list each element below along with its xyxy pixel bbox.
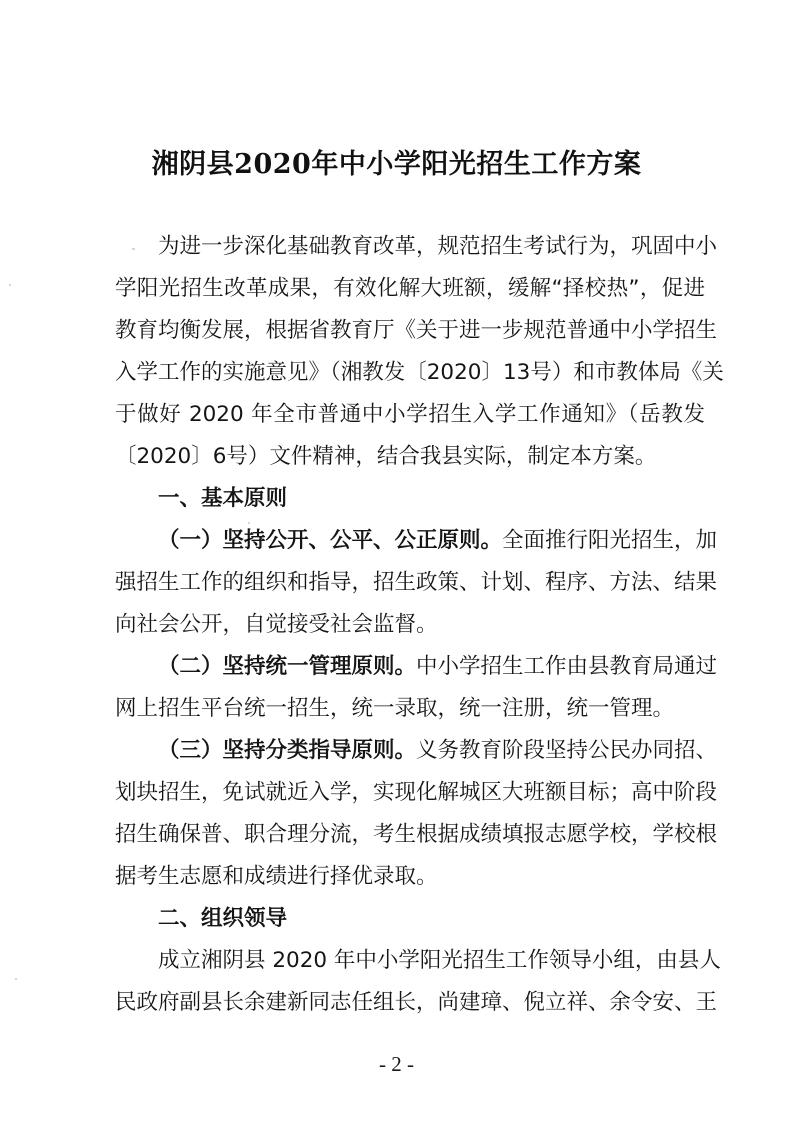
intro-line-4: 入学工作的实施意见》（湘教发〔2020〕13号）和市教体局《关 [115, 360, 724, 385]
principle-1-line-1-text: 全面推行阳光招生，加 [502, 528, 718, 553]
intro-line-6: 〔2020〕6号）文件精神，结合我县实际，制定本方案。 [115, 444, 657, 469]
principle-2-line-2: 网上招生平台统一招生，统一录取，统一注册，统一管理。 [115, 696, 675, 721]
intro-line-1: 为进一步深化基础教育改革，规范招生考试行为，巩固中小 [158, 234, 718, 259]
section-heading-principles: 一、基本原则 [158, 486, 288, 511]
principle-1-line-3: 向社会公开，自觉接受社会监督。 [115, 612, 438, 637]
scan-speck [132, 248, 135, 250]
principle-1-line-1 [158, 528, 718, 554]
intro-line-3: 教育均衡发展，根据省教育厅《关于进一步规范普通中小学招生 [115, 318, 718, 343]
principle-2-line-1-text: 中小学招生工作由县教育局通过 [416, 654, 718, 679]
scan-speck [15, 978, 17, 980]
scan-speck [9, 284, 11, 286]
page-number: - 2 - [379, 1052, 414, 1076]
principle-3-heading: （三）坚持分类指导原则。 [158, 738, 417, 763]
intro-line-5: 于做好 2020 年全市普通中小学招生入学工作通知》（岳教发 [115, 402, 705, 427]
organization-line-1: 成立湘阴县 2020 年中小学阳光招生工作领导小组，由县人 [158, 948, 721, 973]
principle-1-line-2: 强招生工作的组织和指导，招生政策、计划、程序、方法、结果 [115, 570, 718, 595]
principle-2-heading: （二）坚持统一管理原则。 [158, 654, 417, 679]
principle-3-line-2: 划块招生，免试就近入学，实现化解城区大班额目标；高中阶段 [115, 780, 718, 805]
principle-1-heading: （一）坚持公开、公平、公正原则。 [158, 528, 503, 553]
principle-3-line-4: 据考生志愿和成绩进行择优录取。 [115, 864, 438, 889]
intro-line-2: 学阳光招生改革成果，有效化解大班额，缓解“择校热”，促进 [115, 276, 705, 301]
scan-speck [248, 522, 250, 524]
section-heading-organization: 二、组织领导 [158, 906, 288, 931]
principle-3-line-1 [158, 738, 718, 764]
principle-3-line-3: 招生确保普、职合理分流，考生根据成绩填报志愿学校，学校根 [115, 822, 718, 847]
organization-line-2: 民政府副县长余建新同志任组长，尚建璋、倪立祥、余令安、王 [115, 990, 718, 1015]
principle-2-line-1 [158, 654, 718, 680]
principle-3-line-1-text: 义务教育阶段坚持公民办同招、 [416, 738, 718, 763]
document-title: 湘阴县2020年中小学阳光招生工作方案 [151, 149, 642, 180]
